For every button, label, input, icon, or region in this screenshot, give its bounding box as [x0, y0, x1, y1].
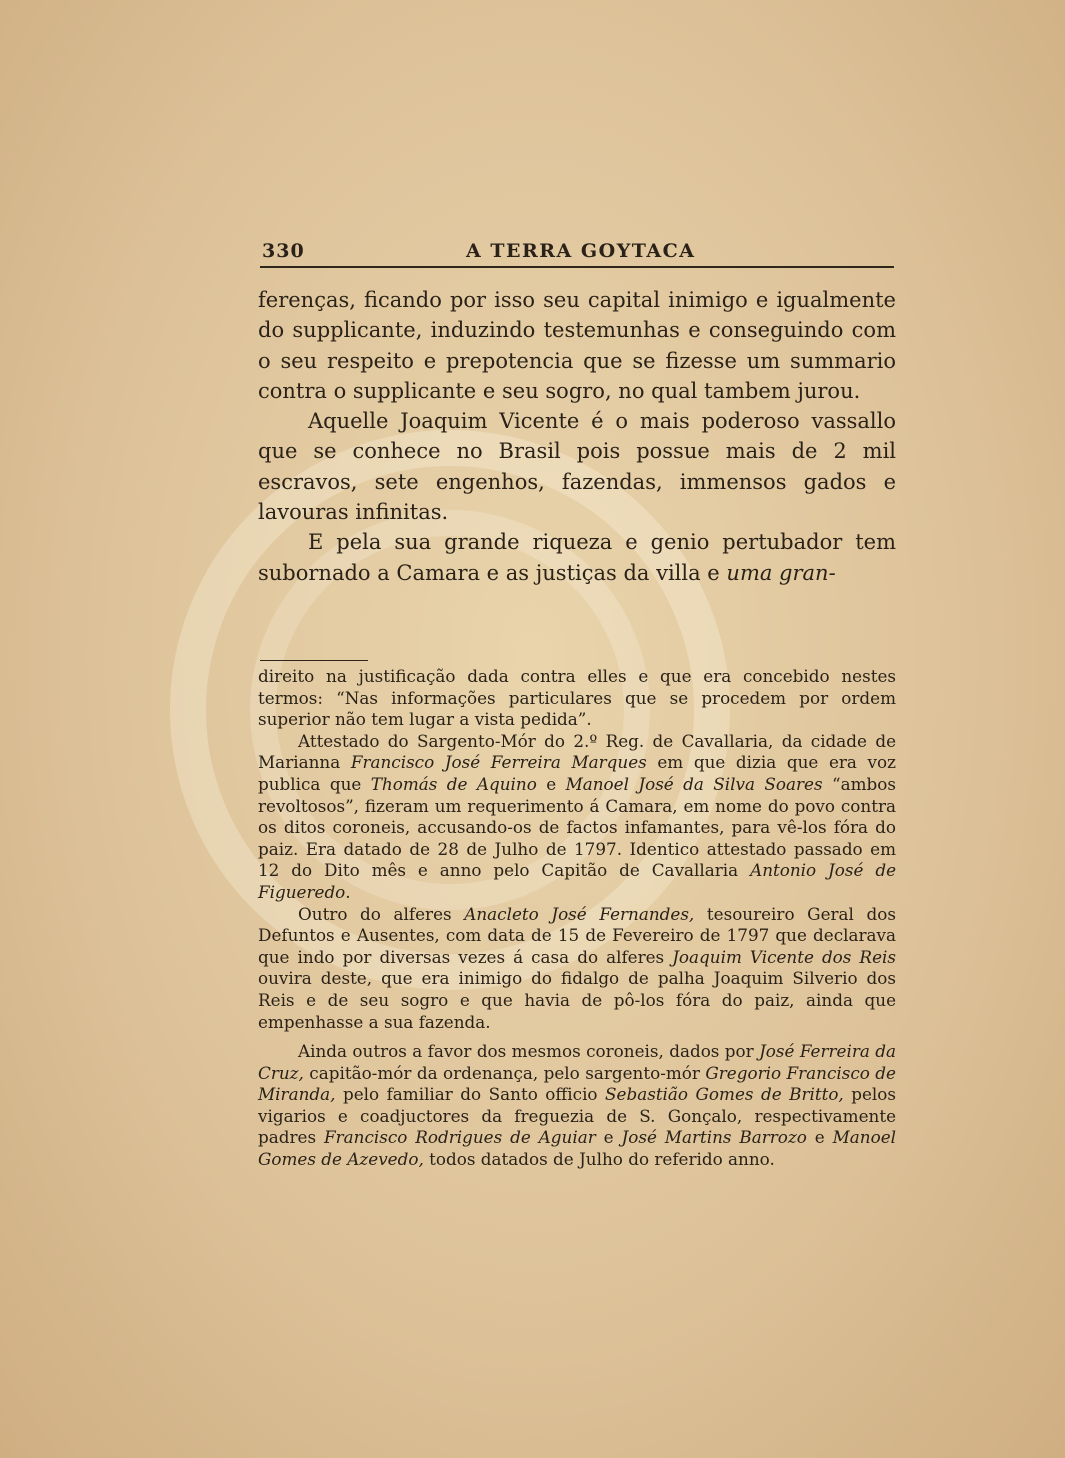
page-number: 330 — [262, 240, 305, 262]
italic-name: José Martins Barrozo — [621, 1127, 807, 1148]
main-text — [258, 285, 896, 588]
footnotes — [258, 666, 896, 1171]
italic-name: Francisco José Ferreira Marques — [350, 752, 647, 773]
italic-name: Manoel Gomes de Azevedo, — [258, 1127, 897, 1170]
footnote-paragraph: direito na justificação dada contra elles e que era concebido nestes termos: “Nas informações particulares que se procedem por ordem superior não tem lugar a vista pedida”. — [258, 666, 896, 730]
footnote-paragraph — [258, 904, 896, 1034]
footnote-text: e — [536, 773, 566, 794]
footnote-text: pelo familiar do Santo officio — [335, 1084, 606, 1105]
italic-name: Antonio José de Figueredo — [258, 860, 896, 902]
footnote-text: e — [595, 1127, 622, 1148]
italic-name: Francisco Rodrigues de Aguiar — [323, 1127, 596, 1148]
italic-name: Manoel José da Silva Soares — [565, 773, 823, 794]
italic-name: Sebastião Gomes de Britto, — [605, 1084, 844, 1105]
footnote-text: “ambos revoltosos”, fizeram um requerimento á Camara, em nome do povo contra os ditos coroneis, accusando-os de factos infamantes, para vê-los fóra do paiz. Era datado de 28 de Julho de 1797. Identico attestado passado em 12 do Dito mês e anno pelo Capitão de Cavallaria — [258, 773, 896, 881]
running-header — [260, 238, 894, 268]
footnote-text: tesoureiro Geral dos Defuntos e Ausentes, com data de 15 de Fevereiro de 1797 que declarava que indo por diversas vezes á casa do alferes — [258, 903, 896, 967]
footnote-paragraph — [258, 1041, 896, 1171]
footnote-text: ouvira deste, que era inimigo do fidalgo de palha Joaquim Silverio dos Reis e de seu sogro e que havia de pô-los fóra do paiz, ainda que empenhasse a sua fazenda. — [258, 968, 896, 1032]
paragraph: ferenças, ficando por isso seu capital inimigo e igualmente do supplicante, induzindo testemunhas e conseguindo com o seu respeito e prepotencia que se fizesse um summario contra o supplicante e seu sogro, no qual tambem jurou. — [258, 288, 896, 403]
footnote-text: Ainda outros a favor dos mesmos coroneis, dados por — [298, 1041, 760, 1062]
paragraph — [258, 527, 896, 588]
footnote-text: Attestado do Sargento-Mór do 2.º Reg. de Cavallaria, da cidade de Marianna — [258, 730, 896, 773]
running-title: A TERRA GOYTACA — [466, 240, 696, 262]
paragraph: Aquelle Joaquim Vicente é o mais poderoso vassallo que se conhece no Brasil pois possue mais de 2 mil escravos, sete engenhos, fazendas, immensos gados e lavouras infinitas. — [258, 409, 896, 525]
footnote-text: capitão-mór da ordenança, pelo sargento-mór — [303, 1062, 706, 1083]
italic-text: uma gran- — [726, 560, 836, 585]
italic-name: Gregorio Francisco de Miranda, — [258, 1062, 896, 1105]
italic-name: Joaquim Vicente dos Reis — [672, 946, 896, 967]
footnote-paragraph — [258, 731, 896, 904]
footnote-text: e — [806, 1127, 833, 1148]
italic-name: Thomás de Aquino — [370, 773, 537, 794]
footnote-divider — [260, 660, 368, 661]
italic-name: Anacleto José Fernandes, — [464, 903, 695, 924]
paragraph-text: E pela sua grande riqueza e genio pertubador tem subornado a Camara e as justiças da villa e — [258, 530, 896, 585]
italic-name: José Ferreira da Cruz, — [258, 1041, 896, 1083]
footnote-text: todos datados de Julho do referido anno. — [423, 1149, 775, 1170]
footnote-text: Outro do alferes — [298, 903, 465, 924]
footnote-text: pelos vigarios e coadjuctores da freguezia de S. Gonçalo, respectivamente padres — [258, 1084, 897, 1148]
footnote-text: . — [345, 881, 351, 902]
footnote-text: em que dizia que era voz publica que — [258, 752, 896, 794]
